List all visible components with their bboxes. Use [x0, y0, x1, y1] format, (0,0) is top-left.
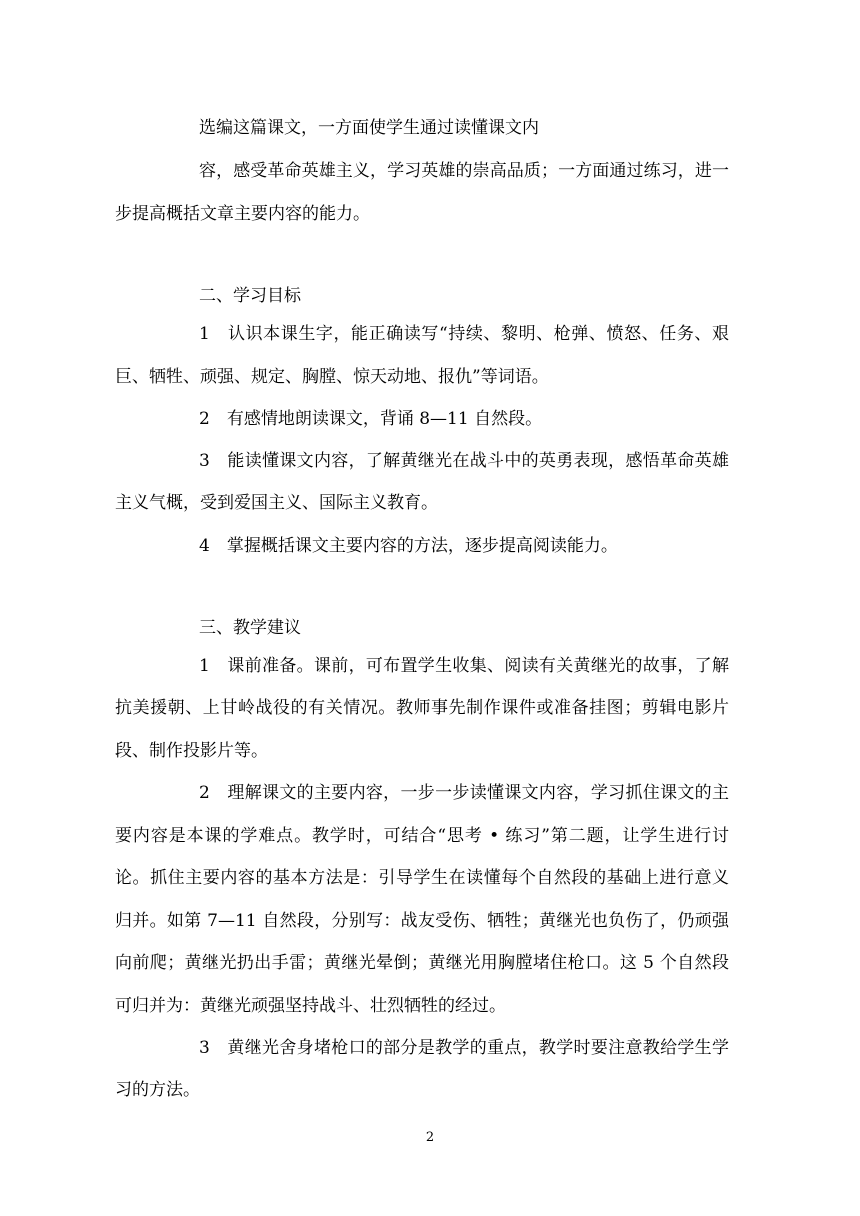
intro-line-1: 选编这篇课文，一方面使学生通过读懂课文内 — [199, 118, 539, 138]
goal-3-line-2: 主义气概，受到爱国主义、国际主义教育。 — [115, 493, 438, 513]
suggestion-2-line-2: 要内容是本课的学难点。教学时，可结合“思考 • 练习”第二题，让学生进行讨 — [115, 826, 729, 846]
goal-1-line-2: 巨、牺牲、顽强、规定、胸膛、惊天动地、报仇”等词语。 — [115, 367, 549, 387]
goal-2-line-1: 2 有感情地朗读课文，背诵 8—11 自然段。 — [199, 409, 543, 429]
page-number: 2 — [425, 1130, 435, 1145]
goal-1-line-1: 1 认识本课生字，能正确读写“持续、黎明、枪弹、愤怒、任务、艰 — [199, 324, 729, 344]
suggestion-1-line-3: 段、制作投影片等。 — [115, 741, 268, 761]
intro-line-2: 容，感受革命英雄主义，学习英雄的崇高品质；一方面通过练习，进一 — [199, 161, 729, 181]
suggestion-2-line-3: 论。抓住主要内容的基本方法是：引导学生在读懂每个自然段的基础上进行意义 — [115, 868, 729, 888]
suggestion-1-line-2: 抗美援朝、上甘岭战役的有关情况。教师事先制作课件或准备挂图；剪辑电影片 — [115, 698, 729, 718]
suggestion-2-line-1: 2 理解课文的主要内容，一步一步读懂课文内容，学习抓住课文的主 — [199, 783, 729, 803]
suggestion-1-line-1: 1 课前准备。课前，可布置学生收集、阅读有关黄继光的故事，了解 — [199, 656, 729, 676]
section-heading-learning-goals: 二、学习目标 — [199, 286, 301, 306]
goal-3-line-1: 3 能读懂课文内容，了解黄继光在战斗中的英勇表现，感悟革命英雄 — [199, 451, 729, 471]
suggestion-2-line-4: 归并。如第 7—11 自然段，分别写：战友受伤、牺牲；黄继光也负伤了，仍顽强 — [115, 911, 729, 931]
suggestion-3-line-1: 3 黄继光舍身堵枪口的部分是教学的重点，教学时要注意教给学生学 — [199, 1038, 729, 1058]
suggestion-3-line-2: 习的方法。 — [115, 1080, 200, 1100]
suggestion-2-line-6: 可归并为：黄继光顽强坚持战斗、壮烈牺牲的经过。 — [115, 996, 506, 1016]
suggestion-2-line-5: 向前爬；黄继光扔出手雷；黄继光晕倒；黄继光用胸膛堵住枪口。这 5 个自然段 — [115, 953, 729, 973]
section-heading-teaching-suggestions: 三、教学建议 — [199, 618, 301, 638]
goal-4-line-1: 4 掌握概括课文主要内容的方法，逐步提高阅读能力。 — [199, 536, 618, 556]
intro-line-3: 步提高概括文章主要内容的能力。 — [115, 204, 370, 224]
